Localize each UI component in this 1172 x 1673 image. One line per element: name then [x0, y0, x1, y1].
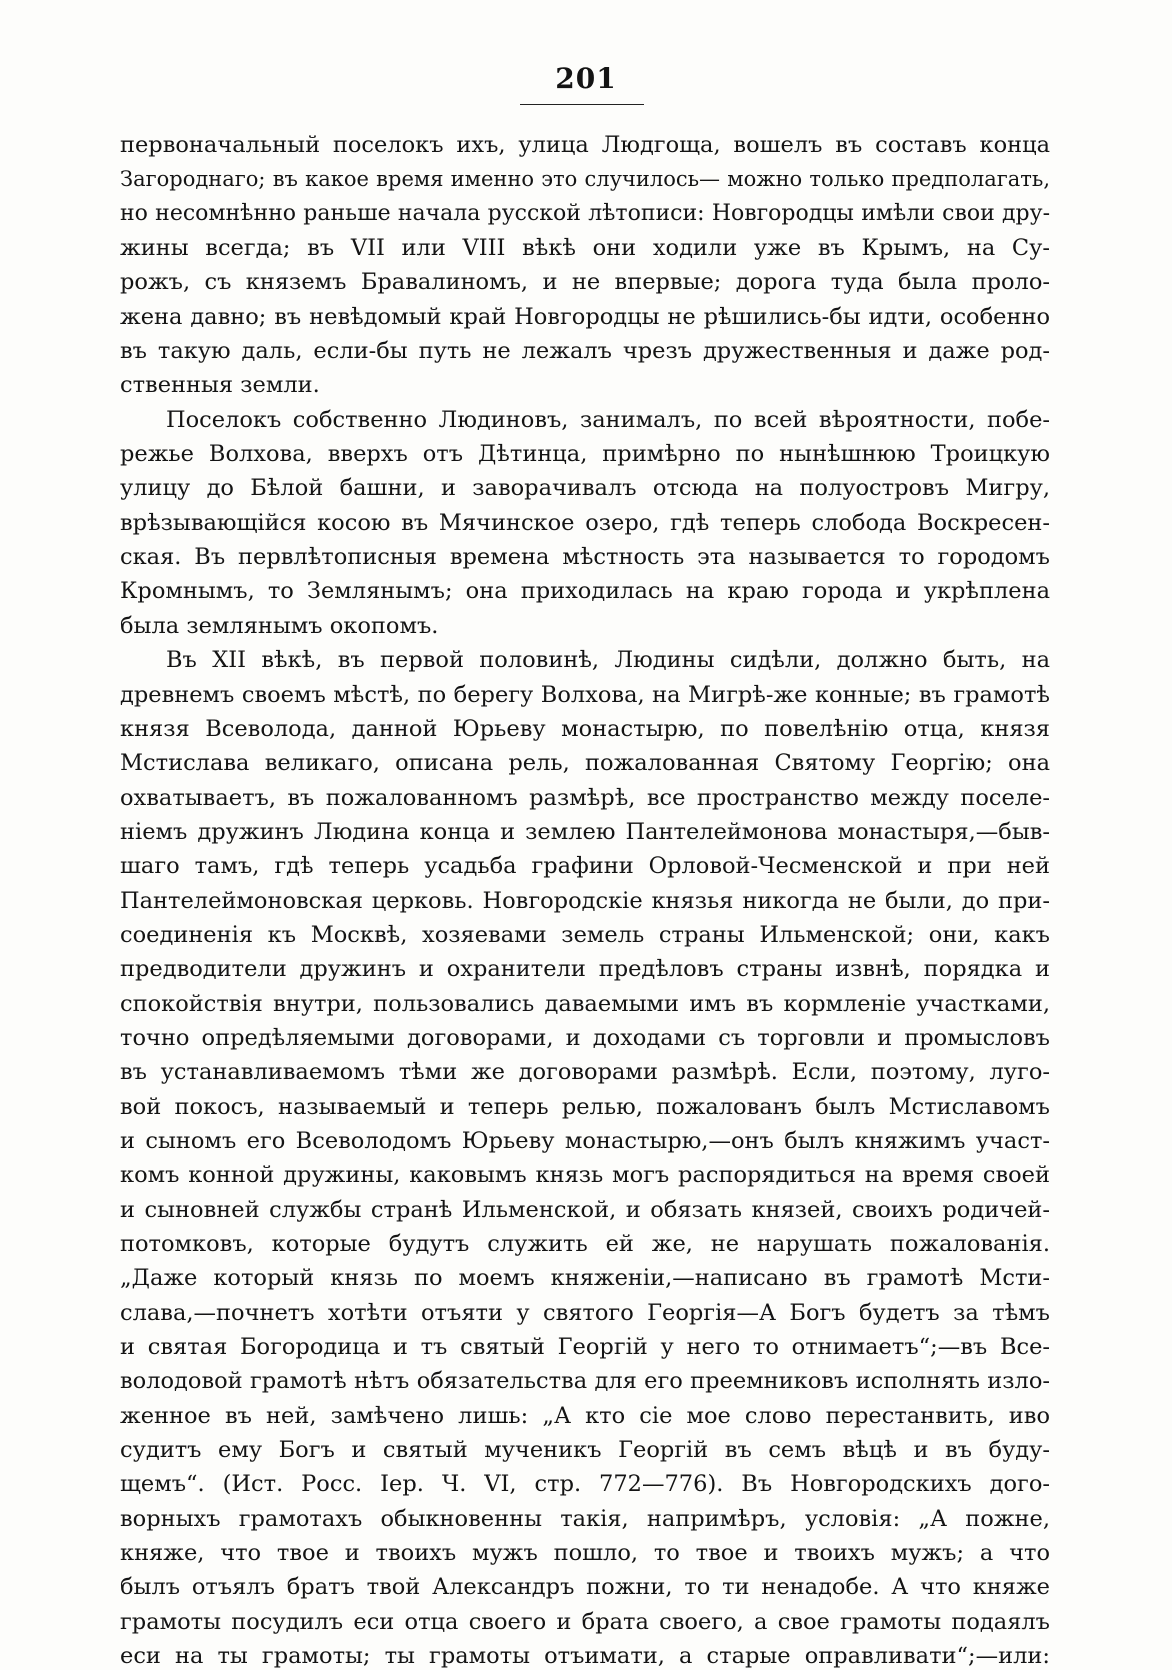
text-line: Поселокъ собственно Людиновъ, занималъ, по всей вѣроятности, побе- [166, 406, 1050, 433]
text-line: но несомнѣнно раньше начала русской лѣтописи: Новгородцы имѣли свои дру- [120, 200, 1050, 226]
text-line: ворныхъ грамотахъ обыкновенны такія, напримѣръ, условія: „А пожне, [120, 1505, 1050, 1532]
text-line: судитъ ему Богъ и святый мученикъ Георгій въ семъ вѣцѣ и въ буду- [120, 1437, 1050, 1464]
text-line: былъ отъялъ братъ твой Александръ пожни, то ти ненадобе. А что княже [120, 1574, 1050, 1601]
text-line: „Даже который князь по моемъ княженіи,—написано въ грамотѣ Мсти- [120, 1265, 1050, 1292]
text-line: Кромнымъ, то Землянымъ; она приходилась на краю города и укрѣплена [120, 578, 1050, 605]
text-line: спокойствія внутри, пользовались даваемыми имъ въ кормленіе участками, [120, 990, 1050, 1017]
text-line: комъ конной дружины, каковымъ князь могъ распорядиться на время своей [120, 1162, 1050, 1189]
text-line: ніемъ дружинъ Людина конца и землею Пантелеймонова монастыря,—быв- [120, 818, 1050, 845]
text-line: Загороднаго; въ какое время именно это случилось— можно только предполагать, [120, 167, 1050, 192]
text-line: еси на ты грамоты; ты грамоты отъимати, а старые оправливати“;—или: [120, 1643, 1050, 1670]
text-line: и сыномъ его Всеволодомъ Юрьеву монастырю,—онъ былъ княжимъ участ- [120, 1127, 1050, 1154]
text-line: женное въ ней, замѣчено лишь: „А кто сіе мое слово перестанвить, иво [120, 1402, 1050, 1429]
text-line: режье Волхова, вверхъ отъ Дѣтинца, примѣрно по нынѣшнюю Троицкую [120, 441, 1050, 468]
text-line: вой покосъ, называемый и теперь релью, пожалованъ былъ Мстиславомъ [120, 1093, 1050, 1120]
text-line: жена давно; въ невѣдомый край Новгородцы не рѣшились-бы идти, особенно [120, 303, 1050, 330]
text-line: рожъ, съ княземъ Бравалиномъ, и не впервые; дорога туда была проло- [120, 269, 1050, 296]
text-line: Пантелеймоновская церковь. Новгородскіе князья никогда не были, до при- [120, 887, 1050, 914]
text-line: потомковъ, которые будутъ служить ей же, не нарушать пожалованія. [120, 1231, 1050, 1257]
text-line: володовой грамотѣ нѣтъ обязательства для его преемниковъ исполнять изло- [120, 1368, 1050, 1395]
text-line: ственныя земли. [120, 372, 320, 399]
text-line: слава,—почнетъ хотѣти отъяти у святого Георгія—А Богъ будетъ за тѣмъ [120, 1299, 1050, 1326]
text-line: и святая Богородица и тъ святый Георгій у него то отнимаетъ“;—въ Все- [120, 1334, 1050, 1361]
text-line: точно опредѣляемыми договорами, и доходами съ торговли и промысловъ [120, 1024, 1050, 1051]
text-line: грамоты посудилъ еси отца своего и брата своего, а свое грамоты подаялъ [120, 1608, 1050, 1635]
text-line: соединенія къ Москвѣ, хозяевами земель страны Ильменской; они, какъ [120, 921, 1050, 948]
text-line: князя Всеволода, данной Юрьеву монастырю, по повелѣнію отца, князя [120, 715, 1050, 742]
header-rule [520, 104, 644, 105]
text-line: улицу до Бѣлой башни, и заворачивалъ отсюда на полуостровъ Мигру, [120, 475, 1050, 502]
text-line: въ устанавливаемомъ тѣми же договорами размѣрѣ. Если, поэтому, луго- [120, 1059, 1050, 1086]
text-line: древнемъ своемъ мѣстѣ, по берегу Волхова, на Мигрѣ-же конные; въ грамотѣ [120, 681, 1050, 708]
text-line: княже, что твое и твоихъ мужъ пошло, то твое и твоихъ мужъ; а что [120, 1540, 1050, 1567]
text-line: первоначальный поселокъ ихъ, улица Людгоща, вошелъ въ составъ конца [120, 132, 1050, 158]
page-body [120, 128, 1050, 1673]
text-line: предводители дружинъ и охранители предѣловъ страны извнѣ, порядка и [120, 956, 1050, 983]
text-line: была землянымъ окопомъ. [120, 612, 439, 639]
text-line: и сыновней службы странѣ Ильменской, и обязать князей, своихъ родичей- [120, 1196, 1050, 1223]
page-number: 201 [555, 62, 617, 95]
text-line: щемъ“. (Ист. Росс. Іер. Ч. VI, стр. 772—776). Въ Новгородскихъ дого- [120, 1471, 1050, 1498]
text-line: врѣзывающійся косою въ Мячинское озеро, гдѣ теперь слобода Воскресен- [120, 509, 1050, 536]
text-line: въ такую даль, если-бы путь не лежалъ чрезъ дружественныя и даже род- [120, 338, 1050, 365]
text-line: Мстислава великаго, описана рель, пожалованная Святому Георгію; она [120, 750, 1050, 777]
text-line: охватываетъ, въ пожалованномъ размѣрѣ, все пространство между поселе- [120, 784, 1050, 811]
text-line: шаго тамъ, гдѣ теперь усадьба графини Орловой-Чесменской и при ней [120, 853, 1050, 880]
text-line: Въ XII вѣкѣ, въ первой половинѣ, Людины сидѣли, должно быть, на [166, 647, 1050, 674]
text-line: жины всегда; въ VII или VIII вѣкѣ они ходили уже въ Крымъ, на Су- [120, 235, 1050, 262]
text-line: ская. Въ первлѣтописныя времена мѣстность эта называется то городомъ [120, 544, 1050, 571]
